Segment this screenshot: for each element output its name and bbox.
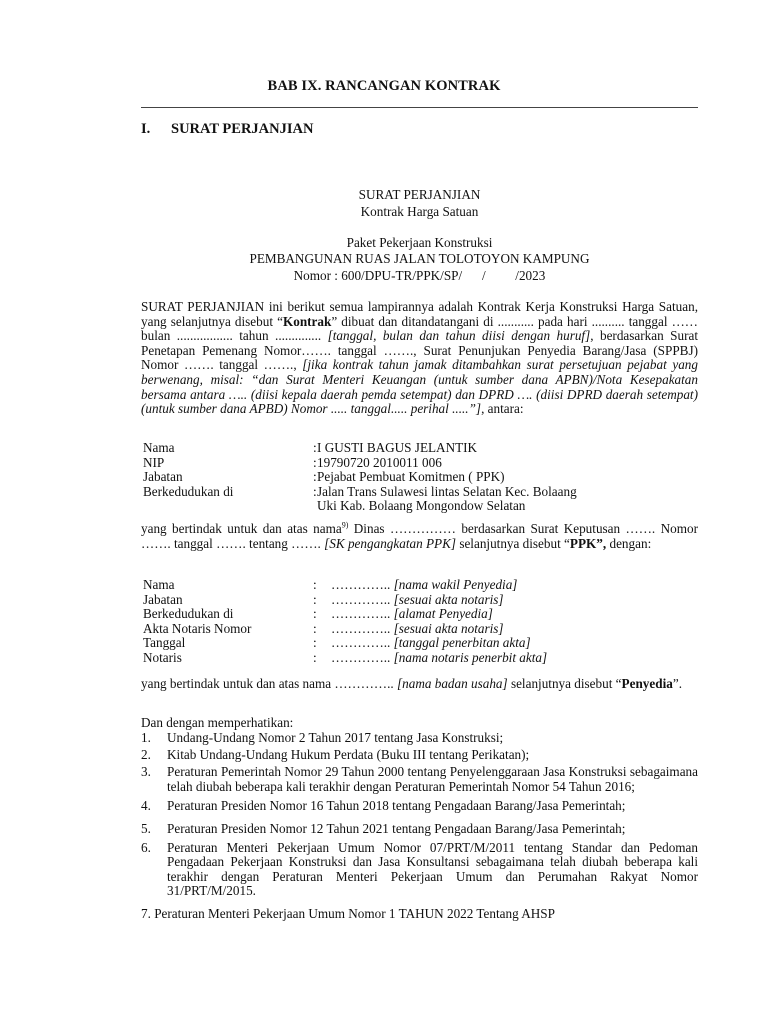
- ppk-paragraph: [141, 522, 698, 551]
- list-number: 5.: [141, 820, 151, 836]
- penyedia-note: [nama badan usaha]: [397, 676, 508, 691]
- chapter-title: BAB IX. RANCANGAN KONTRAK: [267, 78, 501, 94]
- penyedia-row: [143, 636, 698, 651]
- ppk-note: [SK pengangkatan PPK]: [324, 535, 457, 551]
- field-dots: …………..: [331, 606, 391, 622]
- field-placeholder: [sesuai akta notaris]: [393, 620, 504, 636]
- ppk-text-2: Dinas …………… berdasarkan Surat Keputusan ……. Nomor ……. tanggal ……. tentang …….: [141, 521, 698, 551]
- penyedia-paragraph: [141, 677, 698, 692]
- list-text: Peraturan Presiden Nomor 12 Tahun 2021 tentang Pengadaan Barang/Jasa Pemerintah;: [167, 820, 626, 836]
- list-item: [141, 822, 698, 837]
- field-label: Nama: [143, 577, 175, 592]
- field-value: Jalan Trans Sulawesi lintas Selatan Kec. Bolaang: [317, 483, 577, 499]
- list-text: Kitab Undang-Undang Hukum Perdata (Buku III tentang Perikatan);: [167, 746, 530, 762]
- field-colon: :: [313, 577, 317, 592]
- field-value: Uki Kab. Bolaang Mongondow Selatan: [317, 498, 526, 514]
- field-value-wrap: [317, 607, 647, 622]
- field-value-wrap: [317, 593, 647, 608]
- field-colon: :: [313, 454, 317, 470]
- list-text: Peraturan Menteri Pekerjaan Umum Nomor 1 TAHUN 2022 Tentang AHSP: [154, 905, 555, 921]
- penyedia-identity: [143, 578, 698, 666]
- list-number: 7.: [141, 905, 151, 921]
- field-placeholder: [nama wakil Penyedia]: [393, 577, 518, 592]
- regulation-list: [141, 731, 698, 922]
- field-placeholder: [sesuai akta notaris]: [393, 591, 504, 607]
- field-placeholder: [tanggal penerbitan akta]: [393, 635, 531, 651]
- ppk-text-4: dengan:: [606, 535, 652, 551]
- field-label: Notaris: [143, 649, 182, 665]
- list-text: Peraturan Presiden Nomor 16 Tahun 2018 tentang Pengadaan Barang/Jasa Pemerintah;: [167, 798, 626, 814]
- list-number: 2.: [141, 746, 151, 762]
- project-name: PEMBANGUNAN RUAS JALAN TOLOTOYON KAMPUNG: [249, 251, 590, 266]
- penyedia-row: [143, 651, 698, 666]
- intro-text-4: , antara:: [481, 401, 524, 417]
- list-number: 6.: [141, 839, 151, 855]
- field-colon: :: [313, 440, 317, 455]
- field-value-wrap: [317, 651, 647, 666]
- field-label: Tanggal: [143, 635, 186, 651]
- field-label: Akta Notaris Nomor: [143, 620, 252, 636]
- ppk-identity: [143, 441, 698, 514]
- ppk-text-3: selanjutnya disebut “: [456, 535, 570, 551]
- list-item: [141, 907, 698, 922]
- field-value: I GUSTI BAGUS JELANTIK: [317, 440, 478, 455]
- field-label: Berkedudukan di: [143, 606, 234, 622]
- field-label: NIP: [143, 454, 165, 470]
- field-value-wrap: [317, 622, 647, 637]
- intro-text-3: , berdasarkan Surat Penetapan Pemenang Nomor……. tanggal ……., Surat Penunjukan Penyedia Barang/Jasa (SPPBJ) Nomor ……. tanggal …….,: [141, 328, 698, 373]
- field-label: Nama: [143, 440, 175, 455]
- field-placeholder: [nama notaris penerbit akta]: [393, 649, 548, 665]
- list-item: [141, 799, 698, 814]
- list-text: Undang-Undang Nomor 2 Tahun 2017 tentang Jasa Konstruksi;: [167, 730, 504, 745]
- title-divider: [141, 107, 698, 108]
- package-type: Paket Pekerjaan Konstruksi: [346, 235, 493, 250]
- list-text: Peraturan Menteri Pekerjaan Umum Nomor 07/PRT/M/2011 tentang Standar dan Pedoman Pengadaan Pekerjaan Konstruksi dan Jasa Konsultansi sebagaimana telah diubah beberapa kali terakhir dengan Peraturan Menteri Pekerjaan Umum dan Perumahan Rakyat Nomor 31/PRT/M/2015.: [167, 839, 698, 899]
- intro-text-2: ” dibuat dan ditandatangani di ........... pada hari .......... tanggal …… bulan ................. tahun ..............: [141, 313, 698, 344]
- section-number: I.: [141, 121, 151, 137]
- contract-number: Nomor : 600/DPU-TR/PPK/SP/ / /2023: [293, 268, 546, 283]
- ppk-row: [143, 485, 698, 500]
- intro-note-multiyear: [jika kontrak tahun jamak ditambahkan surat persetujuan pejabat yang berwenang, misal: “dan Surat Menteri Keuangan (untuk sumber dana APBN)/Nota Kesepakatan bersama antara ….. (diisi kepala daerah pemda setempat) dan DPRD …. (diisi DPRD daerah setempat) (untuk sumber dana APBD) Nomor ..... tanggal..... perihal .....”]: [141, 357, 698, 417]
- penyedia-term: Penyedia: [621, 676, 673, 691]
- penyedia-row: [143, 607, 698, 622]
- field-colon: :: [313, 591, 317, 607]
- agreement-title: SURAT PERJANJIAN: [358, 187, 481, 202]
- ppk-row: [143, 441, 698, 456]
- field-value-wrap: [317, 636, 647, 651]
- ppk-row: [143, 470, 698, 485]
- penyedia-text-1: yang bertindak untuk dan atas nama …………..: [141, 676, 397, 691]
- ppk-term: PPK”,: [569, 535, 607, 551]
- field-colon: :: [313, 649, 317, 665]
- ppk-row: [143, 499, 698, 514]
- agreement-subtitle: Kontrak Harga Satuan: [360, 204, 479, 219]
- kontrak-term: Kontrak: [282, 313, 332, 329]
- ppk-text-1: yang bertindak untuk dan atas nama: [141, 521, 342, 536]
- field-dots: …………..: [331, 577, 391, 592]
- memperhatikan-intro: Dan dengan memperhatikan:: [141, 715, 294, 730]
- list-number: 4.: [141, 798, 151, 814]
- field-value: Pejabat Pembuat Komitmen ( PPK): [317, 469, 505, 485]
- penyedia-row: [143, 622, 698, 637]
- intro-text-1: SURAT PERJANJIAN ini berikut semua lampirannya adalah Kontrak Kerja Konstruksi Harga Satuan, yang selanjutnya disebut “: [141, 299, 698, 329]
- field-colon: :: [313, 620, 317, 636]
- field-placeholder: [alamat Penyedia]: [393, 606, 493, 622]
- field-value-wrap: [317, 578, 647, 593]
- field-dots: …………..: [331, 649, 391, 665]
- intro-note-date: [tanggal, bulan dan tahun diisi dengan huruf]: [327, 328, 591, 344]
- penyedia-row: [143, 593, 698, 608]
- list-item: [141, 731, 698, 746]
- ppk-row: [143, 456, 698, 471]
- field-dots: …………..: [331, 635, 391, 651]
- field-colon: :: [313, 635, 317, 651]
- list-item: [141, 841, 698, 899]
- field-label: Jabatan: [143, 591, 183, 607]
- field-colon: :: [313, 606, 317, 622]
- list-item: [141, 748, 698, 763]
- field-label: Jabatan: [143, 469, 183, 485]
- field-label: Berkedudukan di: [143, 483, 234, 499]
- intro-paragraph: [141, 300, 698, 417]
- footnote-marker: 9): [341, 520, 349, 530]
- penyedia-text-3: ”.: [672, 676, 682, 691]
- list-item: [141, 765, 698, 794]
- field-value: 19790720 2010011 006: [317, 454, 442, 470]
- list-number: 3.: [141, 764, 151, 780]
- field-colon: :: [313, 483, 317, 499]
- section-title: SURAT PERJANJIAN: [171, 121, 314, 137]
- field-colon: :: [313, 469, 317, 485]
- field-dots: …………..: [331, 620, 391, 636]
- list-text: Peraturan Pemerintah Nomor 29 Tahun 2000 tentang Penyelenggaraan Jasa Konstruksi sebagaimana telah diubah beberapa kali terakhir dengan Peraturan Pemerintah Nomor 54 Tahun 2016;: [167, 764, 698, 794]
- list-number: 1.: [141, 730, 151, 745]
- section-heading: [141, 122, 313, 137]
- penyedia-text-2: selanjutnya disebut “: [507, 676, 622, 691]
- penyedia-row: [143, 578, 698, 593]
- field-dots: …………..: [331, 591, 391, 607]
